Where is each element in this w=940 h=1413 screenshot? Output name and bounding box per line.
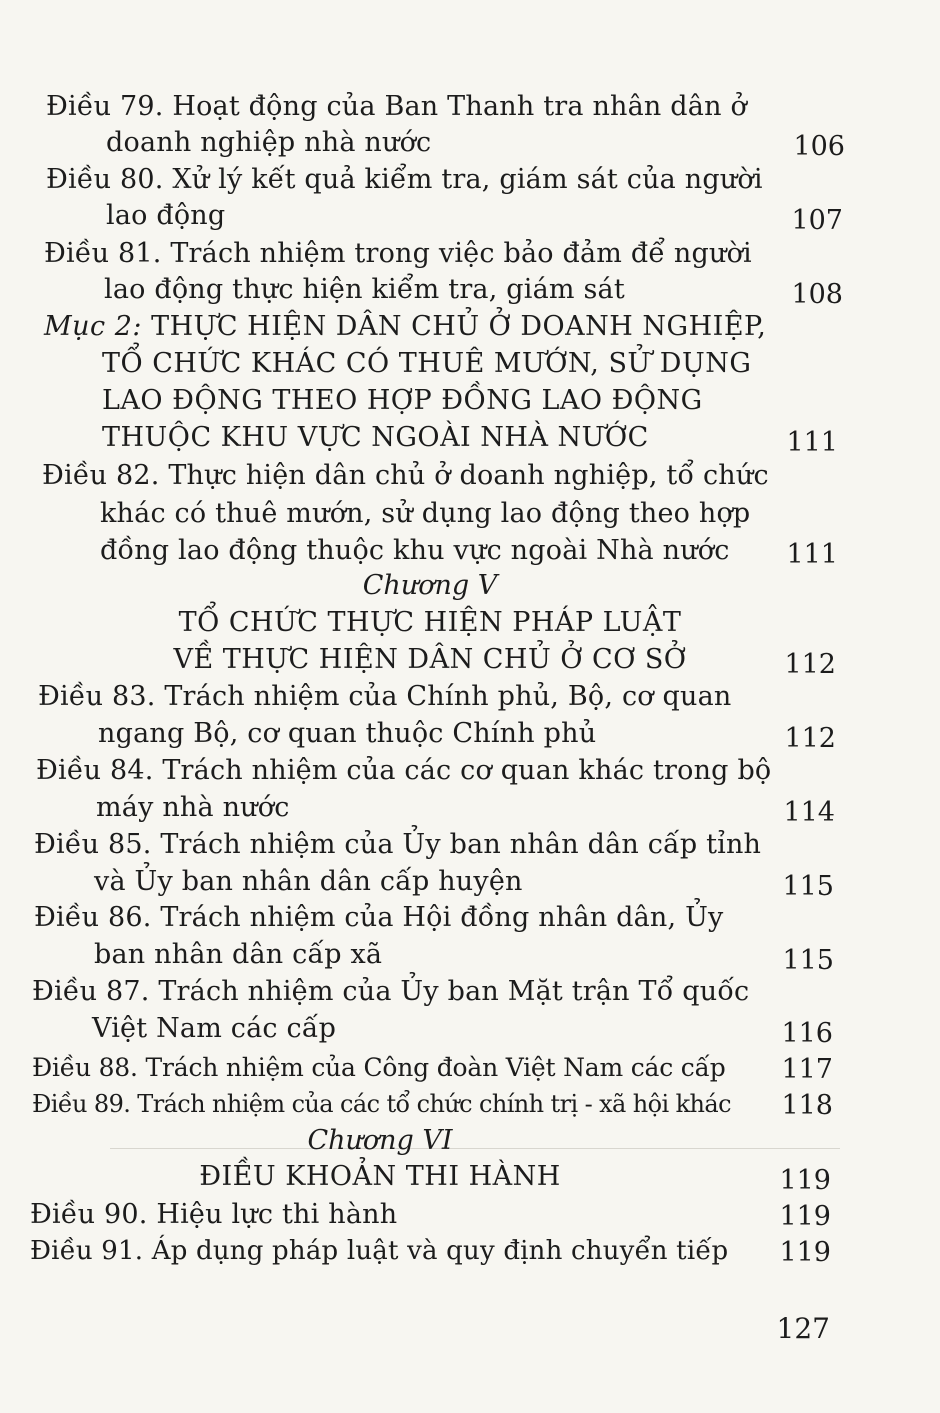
toc-section-muc-2-line-3: LAO ĐỘNG THEO HỢP ĐỒNG LAO ĐỘNG (102, 385, 703, 416)
toc-entry-86-page[interactable]: 115 (782, 945, 834, 976)
toc-entry-82-line-3: đồng lao động thuộc khu vực ngoài Nhà nước (100, 535, 730, 566)
toc-entry-91-page[interactable]: 119 (779, 1237, 831, 1268)
toc-entry-83-line-2: ngang Bộ, cơ quan thuộc Chính phủ (98, 718, 597, 749)
chapter-v-title-line-1: TỔ CHỨC THỰC HIỆN PHÁP LUẬT (178, 607, 682, 638)
chapter-vi-label: Chương VI (307, 1125, 453, 1156)
toc-entry-87-page[interactable]: 116 (781, 1018, 833, 1049)
toc-entry-81-page[interactable]: 108 (791, 279, 843, 310)
toc-entry-89-line-1: Điều 89. Trách nhiệm của các tổ chức chính trị - xã hội khác (32, 1090, 731, 1118)
toc-entry-85-line-2: và Ủy ban nhân dân cấp huyện (94, 866, 523, 897)
toc-entry-82-line-2: khác có thuê mướn, sử dụng lao động theo hợp (100, 498, 751, 529)
toc-entry-88-line-1: Điều 88. Trách nhiệm của Công đoàn Việt Nam các cấp (32, 1053, 726, 1082)
toc-entry-87-line-1: Điều 87. Trách nhiệm của Ủy ban Mặt trận Tổ quốc (32, 976, 750, 1007)
chapter-vi-page[interactable]: 119 (779, 1165, 831, 1196)
section-prefix: Mục 2: (44, 311, 143, 342)
toc-entry-82-line-1: Điều 82. Thực hiện dân chủ ở doanh nghiệp, tổ chức (42, 460, 769, 491)
toc-entry-84-line-1: Điều 84. Trách nhiệm của các cơ quan khác trong bộ (36, 755, 772, 786)
toc-entry-87-line-2: Việt Nam các cấp (92, 1013, 337, 1044)
toc-section-muc-2-line-1: Mục 2: THỰC HIỆN DÂN CHỦ Ở DOANH NGHIỆP, (44, 311, 767, 342)
toc-section-muc-2-line-2: TỔ CHỨC KHÁC CÓ THUÊ MƯỚN, SỬ DỤNG (102, 348, 752, 379)
chapter-v-label: Chương V (362, 570, 498, 601)
toc-entry-81-line-1: Điều 81. Trách nhiệm trong việc bảo đảm để người (44, 238, 752, 269)
chapter-v-title-line-2: VỀ THỰC HIỆN DÂN CHỦ Ở CƠ SỞ (173, 644, 687, 675)
toc-entry-79-line-1: Điều 79. Hoạt động của Ban Thanh tra nhân dân ở (46, 91, 747, 122)
toc-section-muc-2-line-4: THUỘC KHU VỰC NGOÀI NHÀ NƯỚC (102, 422, 649, 453)
toc-entry-86-line-1: Điều 86. Trách nhiệm của Hội đồng nhân dân, Ủy (34, 902, 724, 933)
toc-entry-82-page[interactable]: 111 (786, 539, 838, 570)
toc-entry-80-line-2: lao động (106, 200, 226, 231)
toc-entry-90-line-1: Điều 90. Hiệu lực thi hành (30, 1199, 398, 1230)
toc-section-muc-2-page[interactable]: 111 (786, 427, 838, 458)
toc-entry-79-line-2: doanh nghiệp nhà nước (106, 127, 432, 158)
page-number: 127 (776, 1312, 830, 1345)
toc-entry-85-page[interactable]: 115 (782, 871, 834, 902)
toc-entry-88-page[interactable]: 117 (781, 1054, 833, 1085)
toc-entry-85-line-1: Điều 85. Trách nhiệm của Ủy ban nhân dân cấp tỉnh (34, 829, 762, 860)
toc-entry-80-page[interactable]: 107 (791, 205, 843, 236)
chapter-vi-title: ĐIỀU KHOẢN THI HÀNH (199, 1161, 561, 1192)
toc-entry-84-line-2: máy nhà nước (96, 792, 290, 823)
toc-entry-86-line-2: ban nhân dân cấp xã (94, 939, 383, 970)
toc-entry-90-page[interactable]: 119 (779, 1201, 831, 1232)
toc-entry-83-line-1: Điều 83. Trách nhiệm của Chính phủ, Bộ, cơ quan (38, 681, 732, 712)
toc-entry-79-page[interactable]: 106 (793, 131, 845, 162)
toc-entry-83-page[interactable]: 112 (784, 723, 836, 754)
toc-entry-80-line-1: Điều 80. Xử lý kết quả kiểm tra, giám sát của người (46, 164, 763, 195)
toc-entry-84-page[interactable]: 114 (783, 797, 835, 828)
toc-entry-81-line-2: lao động thực hiện kiểm tra, giám sát (104, 274, 625, 305)
toc-entry-91-line-1: Điều 91. Áp dụng pháp luật và quy định chuyển tiếp (30, 1236, 729, 1266)
chapter-v-page[interactable]: 112 (784, 649, 836, 680)
toc-entry-89-page[interactable]: 118 (781, 1090, 833, 1121)
